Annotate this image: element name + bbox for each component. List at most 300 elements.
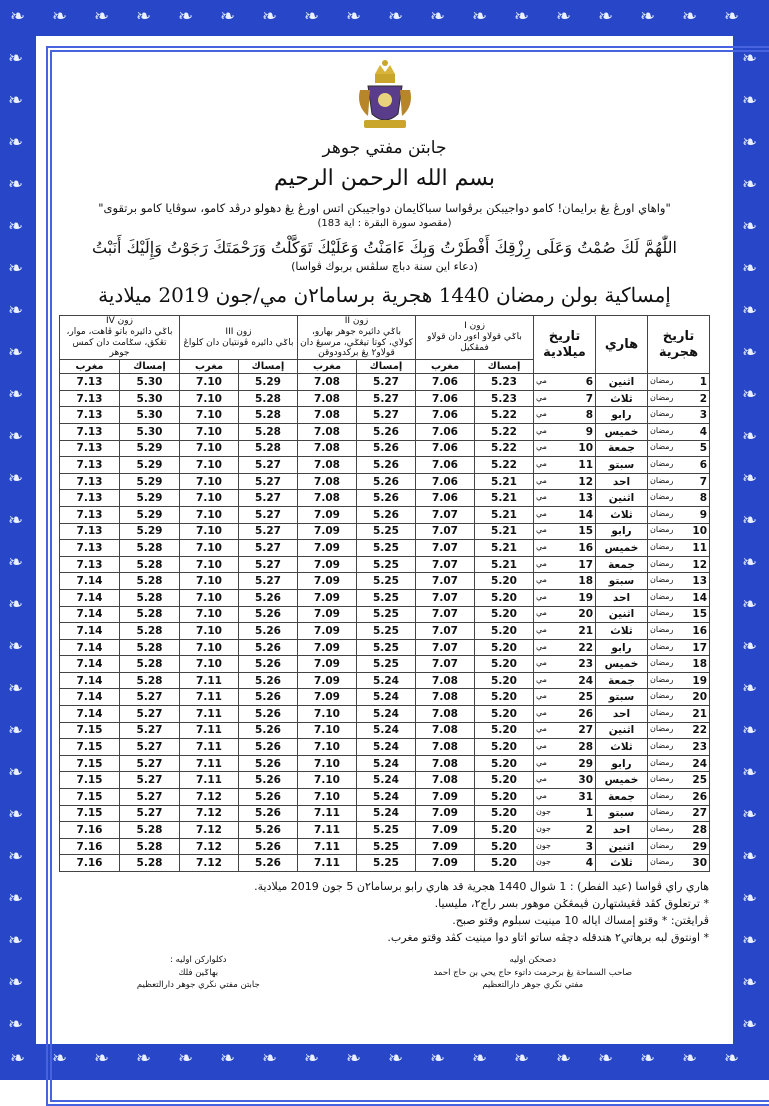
- zone-4-maghrib-cell: 7.14: [59, 606, 119, 623]
- leaf-ornament-icon: ❧: [742, 720, 758, 741]
- header-zone-1: [416, 316, 534, 360]
- leaf-ornament-icon: ❧: [8, 678, 24, 699]
- hijri-day-cell: [648, 589, 710, 606]
- zone-1-imsak-cell: 5.21: [475, 556, 534, 573]
- zone-2-maghrib-cell: 7.08: [298, 490, 357, 507]
- zone-3-maghrib-cell: 7.11: [180, 772, 239, 789]
- hijri-day-cell: [648, 855, 710, 872]
- greg-day-number: 3: [585, 840, 594, 853]
- hijri-day-number: 6: [699, 458, 708, 471]
- greg-day-cell: [534, 789, 596, 806]
- zone-1-imsak-cell: 5.20: [475, 689, 534, 706]
- leaf-ornament-icon: ❧: [8, 342, 24, 363]
- hijri-day-number: 17: [692, 641, 708, 654]
- hijri-day-number: 10: [692, 525, 708, 538]
- zone-2-imsak-cell: 5.25: [357, 540, 416, 557]
- leaf-ornament-icon: ❧: [742, 594, 758, 615]
- zone-2-imsak-cell: 5.26: [357, 506, 416, 523]
- day-name-cell: ثلاث: [596, 623, 648, 640]
- table-row: [59, 473, 709, 490]
- zone-2-imsak-cell: 5.25: [357, 573, 416, 590]
- greg-day-number: 15: [578, 525, 594, 538]
- leaf-ornament-icon: ❧: [8, 384, 24, 405]
- day-name-cell: خميس: [596, 656, 648, 673]
- greg-day-cell: [534, 506, 596, 523]
- zone-2-imsak-cell: 5.24: [357, 672, 416, 689]
- leaf-ornament-icon: ❧: [262, 1048, 278, 1069]
- leaf-ornament-icon: ❧: [742, 930, 758, 951]
- zone-4-imsak-cell: 5.27: [120, 789, 180, 806]
- document-body: [50, 60, 719, 1020]
- greg-day-cell: [534, 407, 596, 424]
- zone-4-maghrib-cell: 7.13: [59, 374, 119, 391]
- hijri-day-number: 14: [692, 591, 708, 604]
- zone-1-maghrib-cell: 7.07: [416, 523, 475, 540]
- greg-day-number: 21: [578, 624, 594, 637]
- hijri-month: رمضان: [650, 376, 674, 385]
- hijri-day-cell: [648, 490, 710, 507]
- hijri-month: رمضان: [650, 824, 674, 834]
- table-row: [59, 589, 709, 606]
- day-name-cell: اثنين: [596, 838, 648, 855]
- zone-2-maghrib-cell: 7.09: [298, 589, 357, 606]
- leaf-ornament-icon: ❧: [220, 1048, 236, 1069]
- zone-3-maghrib-cell: 7.11: [180, 689, 239, 706]
- greg-day-number: 6: [585, 376, 594, 388]
- zone-4-maghrib-cell: 7.15: [59, 739, 119, 756]
- zone-4-maghrib-cell: 7.13: [59, 390, 119, 407]
- zone-1-imsak-cell: 5.21: [475, 506, 534, 523]
- zone-3-imsak-cell: 5.26: [239, 672, 298, 689]
- greg-month: مي: [536, 442, 547, 452]
- zone-3-imsak-cell: 5.26: [239, 822, 298, 839]
- notes: [50, 878, 719, 946]
- hijri-month: رمضان: [650, 558, 674, 568]
- greg-day-cell: [534, 772, 596, 789]
- day-name-cell: احد: [596, 706, 648, 723]
- leaf-ornament-icon: ❧: [514, 6, 530, 27]
- hijri-month: رمضان: [650, 575, 674, 585]
- zone-2-maghrib-cell: 7.09: [298, 573, 357, 590]
- zone-1-maghrib-cell: 7.06: [416, 390, 475, 407]
- page-title: إمساكية بولن رمضان 1440 هجرية برساما٢ن مي/جون 2019 ميلادية: [98, 283, 671, 308]
- hijri-day-number: 26: [692, 790, 708, 803]
- hijri-month: رمضان: [650, 508, 674, 518]
- zone-4-imsak-cell: 5.27: [120, 772, 180, 789]
- zone-1-imsak-cell: 5.23: [475, 374, 534, 391]
- greg-month: مي: [536, 691, 547, 701]
- zone-2-imsak-cell: 5.26: [357, 457, 416, 474]
- zone-3-imsak-cell: 5.26: [239, 739, 298, 756]
- hijri-day-cell: [648, 573, 710, 590]
- hijri-day-number: 15: [692, 608, 708, 621]
- leaf-ornament-icon: ❧: [8, 426, 24, 447]
- leaf-ornament-icon: ❧: [8, 720, 24, 741]
- zone-3-maghrib-cell: 7.10: [180, 556, 239, 573]
- zone-4-imsak-cell: 5.27: [120, 689, 180, 706]
- hijri-month: رمضان: [650, 790, 674, 800]
- zone-2-imsak-cell: 5.25: [357, 822, 416, 839]
- zone-3-imsak-cell: 5.26: [239, 838, 298, 855]
- table-row: [59, 423, 709, 440]
- zone-1-imsak-cell: 5.20: [475, 822, 534, 839]
- hijri-month: رمضان: [650, 591, 674, 601]
- signature-issuer-role: جابتن مفتي نڬري جوهر دارالتعظيم: [136, 979, 260, 990]
- zone-4-maghrib-cell: 7.15: [59, 805, 119, 822]
- zone-1-imsak-cell: 5.21: [475, 473, 534, 490]
- zone-4-maghrib-cell: 7.14: [59, 672, 119, 689]
- zone-4-imsak-cell: 5.28: [120, 589, 180, 606]
- greg-month: جون: [536, 857, 551, 867]
- leaf-ornament-icon: ❧: [8, 636, 24, 657]
- zone-2-maghrib-cell: 7.08: [298, 407, 357, 424]
- zone-2-maghrib-cell: 7.10: [298, 755, 357, 772]
- leaf-ornament-icon: ❧: [742, 552, 758, 573]
- zone-1-maghrib-cell: 7.08: [416, 755, 475, 772]
- zone-3-maghrib-cell: 7.12: [180, 805, 239, 822]
- hijri-day-number: 9: [699, 508, 708, 521]
- greg-day-number: 2: [585, 824, 594, 837]
- hijri-day-number: 20: [692, 691, 708, 704]
- greg-day-cell: [534, 573, 596, 590]
- zone-3-maghrib-cell: 7.10: [180, 656, 239, 673]
- hijri-month: رمضان: [650, 774, 674, 784]
- hijri-day-cell: [648, 623, 710, 640]
- signature-issuer: [137, 954, 260, 991]
- zone-4-imsak-cell: 5.30: [120, 423, 180, 440]
- leaf-ornament-icon: ❧: [136, 6, 152, 27]
- day-name-cell: جمعة: [596, 789, 648, 806]
- hijri-day-number: 24: [692, 757, 708, 770]
- leaf-ornament-icon: ❧: [8, 510, 24, 531]
- greg-month: مي: [536, 757, 547, 767]
- zone-2-imsak-cell: 5.24: [357, 706, 416, 723]
- greg-day-cell: [534, 739, 596, 756]
- leaf-ornament-icon: ❧: [10, 1048, 26, 1069]
- day-name-cell: سبتو: [596, 573, 648, 590]
- hijri-month: رمضان: [650, 525, 674, 535]
- hijri-month: رمضان: [650, 857, 674, 867]
- zone-4-maghrib-cell: 7.13: [59, 556, 119, 573]
- leaf-ornament-icon: ❧: [10, 6, 26, 27]
- zone-4-imsak-cell: 5.29: [120, 523, 180, 540]
- zone-2-imsak-cell: 5.26: [357, 423, 416, 440]
- hijri-day-cell: [648, 722, 710, 739]
- hijri-day-cell: [648, 374, 710, 391]
- greg-month: مي: [536, 508, 547, 518]
- zone-3-maghrib-cell: 7.10: [180, 473, 239, 490]
- eid-note: هاري راي ڤواسا (عيد الفطر) : 1 شوال 1440 هجرية قد هاري رابو برساما٢ن 5 جون 2019 ميلادية.: [254, 880, 709, 894]
- zone-4-imsak-cell: 5.29: [120, 506, 180, 523]
- zone-1-imsak-cell: 5.20: [475, 755, 534, 772]
- zone-2-imsak-cell: 5.25: [357, 639, 416, 656]
- greg-day-cell: [534, 473, 596, 490]
- greg-month: مي: [536, 409, 547, 419]
- greg-day-number: 27: [578, 724, 594, 737]
- table-row: [59, 573, 709, 590]
- greg-month: جون: [536, 807, 551, 817]
- zone-1-maghrib-cell: 7.07: [416, 573, 475, 590]
- zone-1-imsak-cell: 5.23: [475, 390, 534, 407]
- table-row: [59, 457, 709, 474]
- zone-1-imsak-cell: 5.20: [475, 672, 534, 689]
- hijri-month: رمضان: [650, 724, 674, 734]
- zone-2-imsak-cell: 5.25: [357, 623, 416, 640]
- zone-3-maghrib-cell: 7.10: [180, 407, 239, 424]
- leaf-ornament-icon: ❧: [514, 1048, 530, 1069]
- zone-2-maghrib-cell: 7.08: [298, 390, 357, 407]
- zone-2-imsak-cell: 5.27: [357, 374, 416, 391]
- zone-4-imsak-cell: 5.28: [120, 540, 180, 557]
- day-name-cell: رابو: [596, 755, 648, 772]
- hijri-day-cell: [648, 838, 710, 855]
- hijri-day-number: 12: [692, 558, 708, 571]
- leaf-ornament-icon: ❧: [8, 258, 24, 279]
- zone-3-imsak-cell: 5.26: [239, 755, 298, 772]
- zone-2-imsak-cell: 5.26: [357, 440, 416, 457]
- zone-2-imsak-cell: 5.27: [357, 407, 416, 424]
- table-row: [59, 490, 709, 507]
- leaf-ornament-icon: ❧: [8, 762, 24, 783]
- zone-4-imsak-cell: 5.30: [120, 390, 180, 407]
- hijri-day-cell: [648, 506, 710, 523]
- zone-4-maghrib-cell: 7.13: [59, 490, 119, 507]
- zone-2-maghrib-cell: 7.11: [298, 838, 357, 855]
- zone-1-imsak-cell: 5.21: [475, 523, 534, 540]
- leaf-ornament-icon: ❧: [8, 48, 24, 69]
- header-zone-3: [180, 316, 298, 360]
- day-name-cell: رابو: [596, 639, 648, 656]
- zone-3-imsak-cell: 5.26: [239, 772, 298, 789]
- zone-4-maghrib-cell: 7.13: [59, 473, 119, 490]
- greg-day-cell: [534, 838, 596, 855]
- leaf-ornament-icon: ❧: [8, 468, 24, 489]
- zone-3-imsak-cell: 5.27: [239, 523, 298, 540]
- zone-2-maghrib-cell: 7.10: [298, 789, 357, 806]
- hijri-day-cell: [648, 772, 710, 789]
- greg-day-number: 11: [578, 458, 594, 471]
- zone-4-imsak-cell: 5.30: [120, 374, 180, 391]
- zone-3-imsak-cell: 5.27: [239, 506, 298, 523]
- leaf-ornament-icon: ❧: [724, 6, 740, 27]
- zone-2-maghrib-cell: 7.11: [298, 805, 357, 822]
- greg-month: مي: [536, 741, 547, 751]
- leaf-ornament-icon: ❧: [742, 804, 758, 825]
- leaf-ornament-icon: ❧: [94, 6, 110, 27]
- leaf-ornament-icon: ❧: [8, 594, 24, 615]
- zone-1-maghrib-cell: 7.07: [416, 589, 475, 606]
- zone-4-desc: باݢي دائيره باتو ڤاهت، موار، تڠكق، سݢامت دان كمس جوهر: [66, 326, 173, 359]
- greg-day-cell: [534, 672, 596, 689]
- zone-1-maghrib-cell: 7.09: [416, 822, 475, 839]
- zone-4-maghrib-cell: 7.14: [59, 656, 119, 673]
- zone-2-imsak-cell: 5.24: [357, 689, 416, 706]
- zone-4-imsak-cell: 5.28: [120, 656, 180, 673]
- hijri-day-cell: [648, 556, 710, 573]
- zone-1-maghrib-cell: 7.07: [416, 656, 475, 673]
- greg-day-number: 12: [578, 475, 594, 488]
- zone-4-imsak-cell: 5.28: [120, 855, 180, 872]
- zone-3-maghrib-cell: 7.10: [180, 490, 239, 507]
- zone-4-maghrib-cell: 7.16: [59, 855, 119, 872]
- zone-3-imsak-cell: 5.26: [239, 722, 298, 739]
- zone-3-imsak-cell: 5.29: [239, 374, 298, 391]
- zone-3-imsak-cell: 5.26: [239, 606, 298, 623]
- hijri-day-number: 28: [692, 824, 708, 837]
- signature-mufti: [433, 954, 632, 991]
- basmalah: بسم الله الرحمن الرحيم: [273, 166, 496, 191]
- zone-4-imsak-cell: 5.29: [120, 490, 180, 507]
- leaf-ornament-icon: ❧: [220, 6, 236, 27]
- greg-day-cell: [534, 423, 596, 440]
- leaf-ornament-icon: ❧: [640, 1048, 656, 1069]
- leaf-ornament-icon: ❧: [346, 1048, 362, 1069]
- zone-1-maghrib-cell: 7.07: [416, 606, 475, 623]
- greg-month: مي: [536, 591, 547, 601]
- zone-1-imsak-cell: 5.20: [475, 805, 534, 822]
- zone-1-maghrib-cell: 7.06: [416, 423, 475, 440]
- table-row: [59, 772, 709, 789]
- zone-1-desc: باݢي قولاو اءور دان قولاو فمڤكيل: [427, 332, 522, 353]
- zone-3-imsak-cell: 5.26: [239, 623, 298, 640]
- hijri-day-number: 18: [692, 658, 708, 671]
- leaf-ornament-icon: ❧: [136, 1048, 152, 1069]
- leaf-ornament-icon: ❧: [742, 48, 758, 69]
- hijri-month: رمضان: [650, 691, 674, 701]
- zone-4-maghrib-cell: 7.13: [59, 540, 119, 557]
- hijri-month: رمضان: [650, 409, 674, 419]
- day-name-cell: احد: [596, 589, 648, 606]
- hijri-month: رمضان: [650, 608, 674, 618]
- zone-3-maghrib-cell: 7.10: [180, 523, 239, 540]
- zone-3-imsak-cell: 5.28: [239, 423, 298, 440]
- zone-3-imsak-cell: 5.26: [239, 805, 298, 822]
- zone-2-imsak-cell: 5.24: [357, 755, 416, 772]
- greg-month: مي: [536, 707, 547, 717]
- hijri-day-cell: [648, 473, 710, 490]
- verse-text: "واهاي اورڠ يڠ برايمان! كامو دواجيبكن برڤواسا سباڬايمان دواجيبكن اتس اورڠ يڠ دهولو درڤد كامو، سوڤايا كامو برتقوى": [98, 201, 671, 215]
- leaf-ornament-icon: ❧: [742, 762, 758, 783]
- table-row: [59, 838, 709, 855]
- zone-1-imsak-cell: 5.20: [475, 589, 534, 606]
- zone-1-maghrib-cell: 7.08: [416, 772, 475, 789]
- leaf-ornament-icon: ❧: [8, 846, 24, 867]
- greg-day-cell: [534, 689, 596, 706]
- zone-2-imsak-cell: 5.26: [357, 490, 416, 507]
- hijri-month: رمضان: [650, 425, 674, 435]
- greg-day-number: 25: [578, 691, 594, 704]
- leaf-ornament-icon: ❧: [94, 1048, 110, 1069]
- zone-3-maghrib-cell: 7.11: [180, 755, 239, 772]
- zone-3-imsak-cell: 5.27: [239, 556, 298, 573]
- day-name-cell: ثلاث: [596, 506, 648, 523]
- greg-day-cell: [534, 374, 596, 391]
- zone-4-imsak-cell: 5.28: [120, 672, 180, 689]
- greg-day-number: 22: [578, 641, 594, 654]
- leaf-ornament-icon: ❧: [8, 930, 24, 951]
- zone-1-imsak-cell: 5.20: [475, 639, 534, 656]
- hijri-day-number: 8: [699, 492, 708, 505]
- hijri-day-number: 2: [699, 392, 708, 405]
- hijri-day-cell: [648, 739, 710, 756]
- greg-day-number: 30: [578, 774, 594, 787]
- hijri-day-number: 11: [692, 541, 708, 554]
- greg-day-cell: [534, 540, 596, 557]
- hijri-month: رمضان: [650, 541, 674, 551]
- zone-2-maghrib-cell: 7.08: [298, 440, 357, 457]
- greg-day-number: 19: [578, 591, 594, 604]
- zone-2-maghrib-cell: 7.09: [298, 606, 357, 623]
- table-row: [59, 606, 709, 623]
- leaf-ornament-icon: ❧: [178, 6, 194, 27]
- zone-3-maghrib-cell: 7.12: [180, 822, 239, 839]
- zone-2-desc: باݢي دائيره جوهر بهارو، كولاي، كوتا تيڠݢي، مرسيڠ دان قولاو٢ يڠ بركدودوقن: [300, 326, 413, 359]
- table-row: [59, 805, 709, 822]
- day-name-cell: اثنين: [596, 722, 648, 739]
- hijri-day-cell: [648, 523, 710, 540]
- leaf-ornament-icon: ❧: [472, 6, 488, 27]
- leaf-ornament-icon: ❧: [430, 1048, 446, 1069]
- leaf-ornament-icon: ❧: [556, 6, 572, 27]
- leaf-ornament-icon: ❧: [742, 132, 758, 153]
- hijri-month: رمضان: [650, 840, 674, 850]
- zone-3-imsak-header: إمساك: [239, 360, 298, 374]
- leaf-ornament-icon: ❧: [742, 216, 758, 237]
- zone-1-maghrib-cell: 7.07: [416, 506, 475, 523]
- zone-2-imsak-cell: 5.25: [357, 589, 416, 606]
- zone-1-imsak-cell: 5.22: [475, 440, 534, 457]
- hijri-month: رمضان: [650, 658, 674, 668]
- eid-subject-note: * ترتعلوق كڤد ڤڠيشتهارن ڤيمڠݢن موهور بسر راج٢، مليسيا.: [434, 897, 709, 911]
- zone-4-imsak-cell: 5.29: [120, 440, 180, 457]
- imsakiyah-table: [59, 315, 710, 872]
- greg-day-cell: [534, 639, 596, 656]
- greg-day-cell: [534, 855, 596, 872]
- day-name-cell: احد: [596, 473, 648, 490]
- zone-3-imsak-cell: 5.26: [239, 855, 298, 872]
- table-row: [59, 722, 709, 739]
- hijri-day-number: 29: [692, 840, 708, 853]
- zone-3-imsak-cell: 5.26: [239, 639, 298, 656]
- hijri-day-cell: [648, 672, 710, 689]
- leaf-ornament-icon: ❧: [742, 342, 758, 363]
- hijri-day-cell: [648, 407, 710, 424]
- zone-1-imsak-cell: 5.20: [475, 838, 534, 855]
- table-row: [59, 440, 709, 457]
- zone-3-imsak-cell: 5.27: [239, 540, 298, 557]
- hijri-month: رمضان: [650, 707, 674, 717]
- hijri-month: رمضان: [650, 807, 674, 817]
- zone-4-maghrib-cell: 7.15: [59, 772, 119, 789]
- greg-month: مي: [536, 558, 547, 568]
- zone-3-maghrib-cell: 7.10: [180, 623, 239, 640]
- leaf-ornament-icon: ❧: [742, 972, 758, 993]
- zone-1-maghrib-cell: 7.06: [416, 440, 475, 457]
- zone-2-maghrib-cell: 7.09: [298, 556, 357, 573]
- day-name-cell: خميس: [596, 772, 648, 789]
- zone-4-maghrib-cell: 7.13: [59, 423, 119, 440]
- day-name-cell: جمعة: [596, 440, 648, 457]
- zone-4-imsak-cell: 5.28: [120, 573, 180, 590]
- zone-1-title: زون I: [464, 321, 485, 332]
- zone-2-maghrib-cell: 7.09: [298, 656, 357, 673]
- leaf-ornament-icon: ❧: [8, 972, 24, 993]
- zone-1-maghrib-header: مغرب: [416, 360, 475, 374]
- hijri-month: رمضان: [650, 624, 674, 634]
- greg-month: مي: [536, 658, 547, 668]
- greg-day-cell: [534, 656, 596, 673]
- hijri-day-number: 3: [699, 409, 708, 422]
